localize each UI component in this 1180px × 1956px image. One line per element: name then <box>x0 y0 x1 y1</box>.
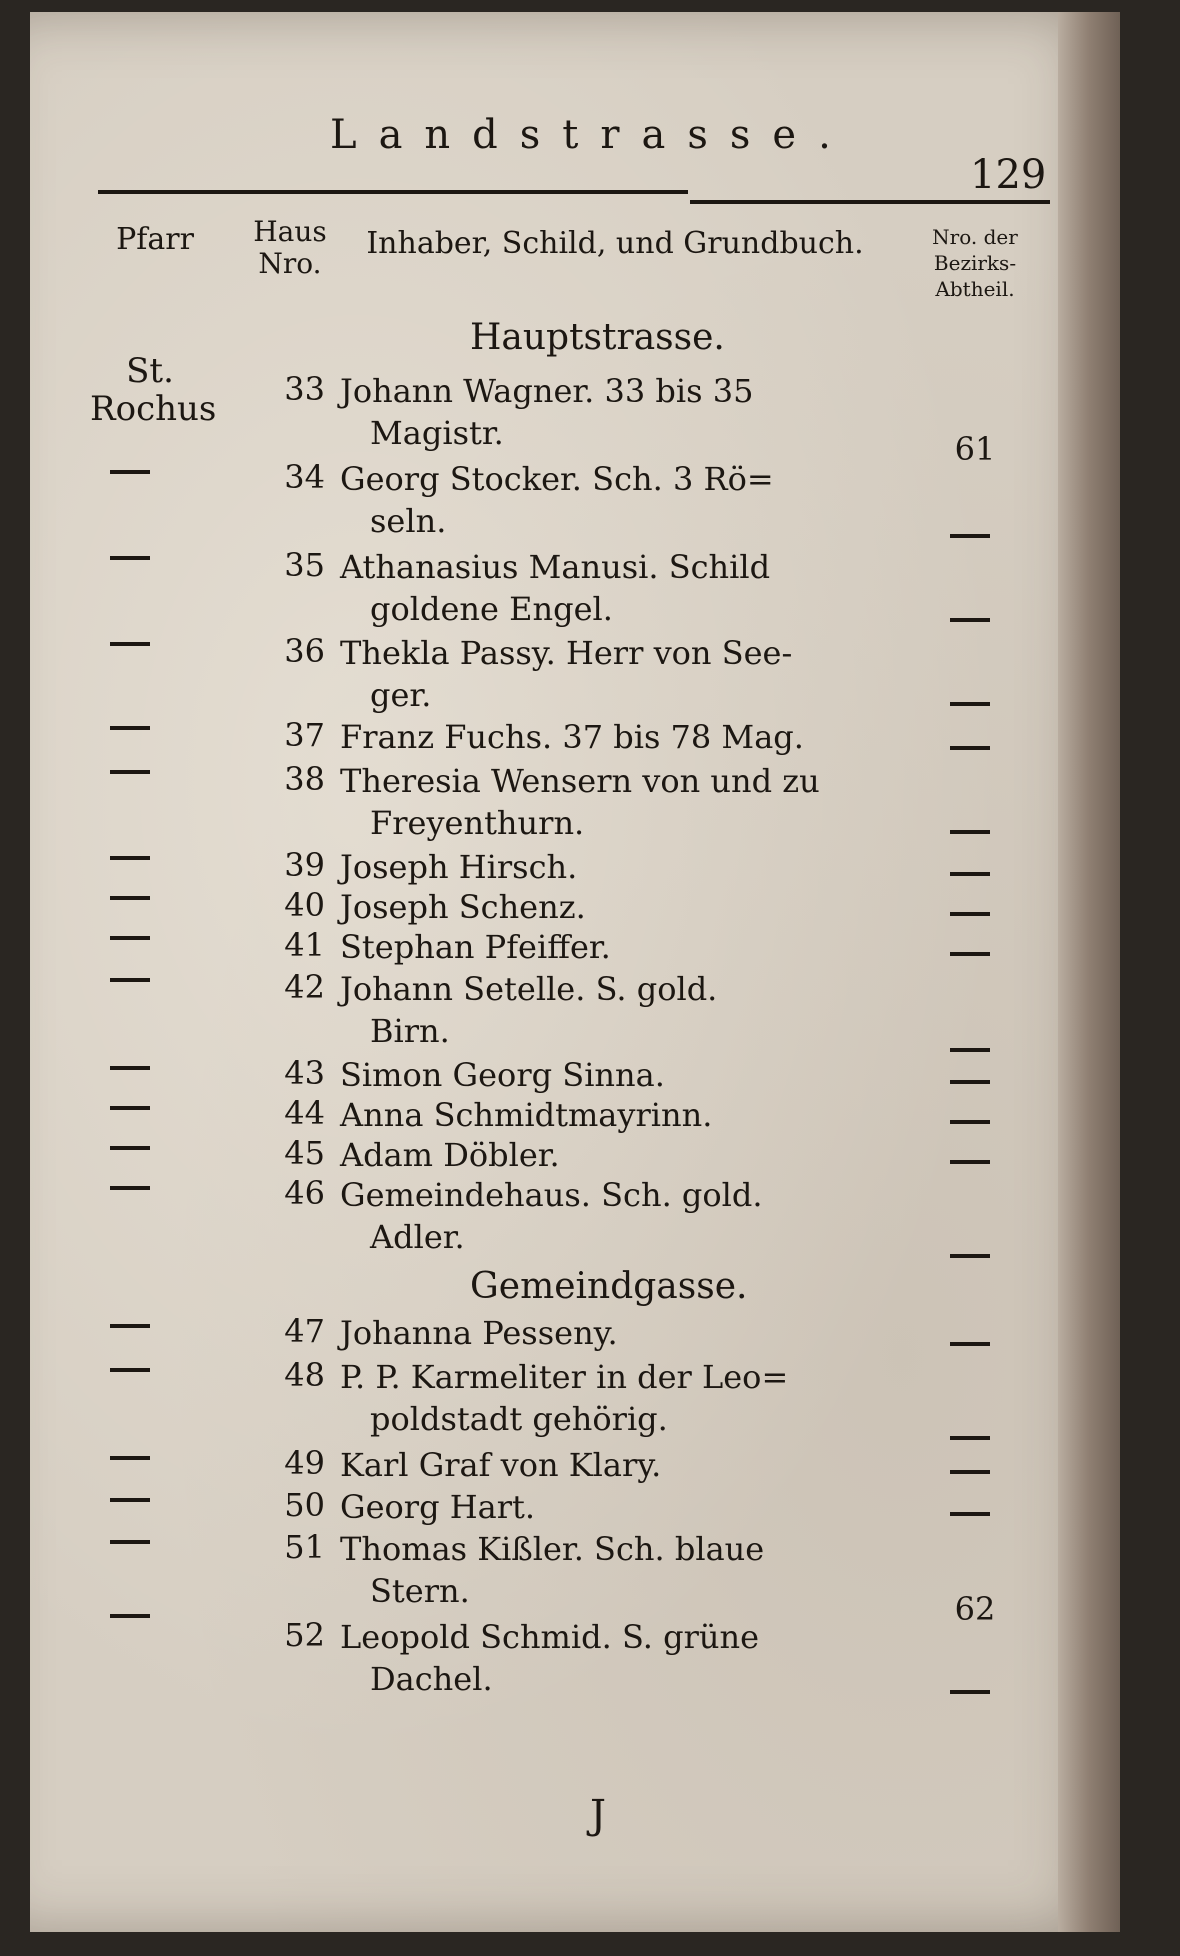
section-heading: Gemeindgasse. <box>470 1266 748 1307</box>
ditto-mark <box>950 1048 990 1052</box>
owner-entry: Theresia Wensern von und zu Freyenthurn. <box>340 762 820 842</box>
owner-entry: Stephan Pfeiffer. <box>340 928 611 966</box>
header-rule <box>690 200 1050 204</box>
house-number: 35 <box>284 546 325 584</box>
ditto-mark <box>110 470 150 474</box>
section-heading: Hauptstrasse. <box>470 317 725 358</box>
ditto-mark <box>110 1106 150 1110</box>
house-number: 47 <box>284 1312 325 1350</box>
owner-entry: Leopold Schmid. S. grüne Dachel. <box>340 1618 760 1698</box>
owner-entry: Simon Georg Sinna. <box>340 1056 665 1094</box>
house-number: 38 <box>284 760 325 798</box>
ditto-mark <box>110 1456 150 1460</box>
column-header-inhaber: Inhaber, Schild, und Grundbuch. <box>366 226 864 261</box>
owner-entry: Thekla Passy. Herr von See- ger. <box>340 634 793 714</box>
signature-mark: J <box>590 1792 607 1838</box>
house-number: 43 <box>284 1054 325 1092</box>
ditto-mark <box>950 1160 990 1164</box>
house-number: 41 <box>284 926 325 964</box>
house-number: 48 <box>284 1356 325 1394</box>
ditto-mark <box>110 896 150 900</box>
owner-entry: Thomas Kißler. Sch. blaue Stern. <box>340 1530 765 1610</box>
house-number: 45 <box>284 1134 325 1172</box>
ditto-mark <box>110 856 150 860</box>
house-number: 42 <box>284 968 325 1006</box>
column-header-bezirk: Nro. der Bezirks-Abtheil. <box>932 225 1018 301</box>
ditto-mark <box>110 1186 150 1190</box>
ditto-mark <box>950 1470 990 1474</box>
owner-entry: Franz Fuchs. 37 bis 78 Mag. <box>340 718 804 756</box>
ditto-mark <box>950 952 990 956</box>
ditto-mark <box>110 1498 150 1502</box>
header-rule <box>98 190 688 194</box>
ditto-mark <box>950 830 990 834</box>
ditto-mark <box>110 1614 150 1618</box>
ditto-mark <box>950 702 990 706</box>
district-number: 61 <box>954 430 996 468</box>
page-title: Landstrasse. <box>330 112 853 158</box>
owner-entry: Georg Stocker. Sch. 3 Rö= seln. <box>340 460 774 540</box>
ditto-mark <box>950 912 990 916</box>
owner-entry: Adam Döbler. <box>340 1136 560 1174</box>
ditto-mark <box>110 1146 150 1150</box>
ditto-mark <box>950 1512 990 1516</box>
ditto-mark <box>950 1080 990 1084</box>
house-number: 46 <box>284 1174 325 1212</box>
owner-entry: Joseph Hirsch. <box>340 848 578 886</box>
ditto-mark <box>950 1690 990 1694</box>
ditto-mark <box>110 1540 150 1544</box>
ditto-mark <box>110 770 150 774</box>
ditto-mark <box>110 1324 150 1328</box>
owner-entry: Johanna Pesseny. <box>340 1314 618 1352</box>
house-number: 40 <box>284 886 325 924</box>
ditto-mark <box>950 1342 990 1346</box>
house-number: 37 <box>284 716 325 754</box>
owner-entry: Joseph Schenz. <box>340 888 586 926</box>
house-number: 33 <box>284 370 325 408</box>
owner-entry: Athanasius Manusi. Schild goldene Engel. <box>340 548 771 628</box>
ditto-mark <box>110 936 150 940</box>
owner-entry: Johann Setelle. S. gold. Birn. <box>340 970 718 1050</box>
column-header-pfarr: Pfarr <box>116 222 194 257</box>
house-number: 34 <box>284 458 325 496</box>
house-number: 51 <box>284 1528 325 1566</box>
ditto-mark <box>110 726 150 730</box>
page-gutter <box>1058 12 1120 1932</box>
ditto-mark <box>110 1368 150 1372</box>
column-header-haus: Haus Nro. <box>253 215 327 280</box>
ditto-mark <box>110 978 150 982</box>
owner-entry: Georg Hart. <box>340 1488 536 1526</box>
book-page <box>30 12 1120 1932</box>
ditto-mark <box>950 618 990 622</box>
owner-entry: Karl Graf von Klary. <box>340 1446 662 1484</box>
owner-entry: Gemeindehaus. Sch. gold. Adler. <box>340 1176 763 1256</box>
ditto-mark <box>950 872 990 876</box>
owner-entry: Johann Wagner. 33 bis 35 Magistr. <box>340 372 754 452</box>
owner-entry: P. P. Karmeliter in der Leo= poldstadt gehörig. <box>340 1358 789 1438</box>
page-number: 129 <box>970 152 1047 198</box>
house-number: 52 <box>284 1616 325 1654</box>
district-number: 62 <box>954 1590 996 1628</box>
house-number: 49 <box>284 1444 325 1482</box>
ditto-mark <box>110 642 150 646</box>
ditto-mark <box>950 746 990 750</box>
owner-entry: Anna Schmidtmayrinn. <box>340 1096 713 1134</box>
ditto-mark <box>110 556 150 560</box>
house-number: 50 <box>284 1486 325 1524</box>
pfarr-name: St. Rochus <box>90 351 217 429</box>
house-number: 36 <box>284 632 325 670</box>
ditto-mark <box>950 1120 990 1124</box>
ditto-mark <box>950 1436 990 1440</box>
ditto-mark <box>110 1066 150 1070</box>
ditto-mark <box>950 534 990 538</box>
ditto-mark <box>950 1254 990 1258</box>
house-number: 44 <box>284 1094 325 1132</box>
house-number: 39 <box>284 846 325 884</box>
